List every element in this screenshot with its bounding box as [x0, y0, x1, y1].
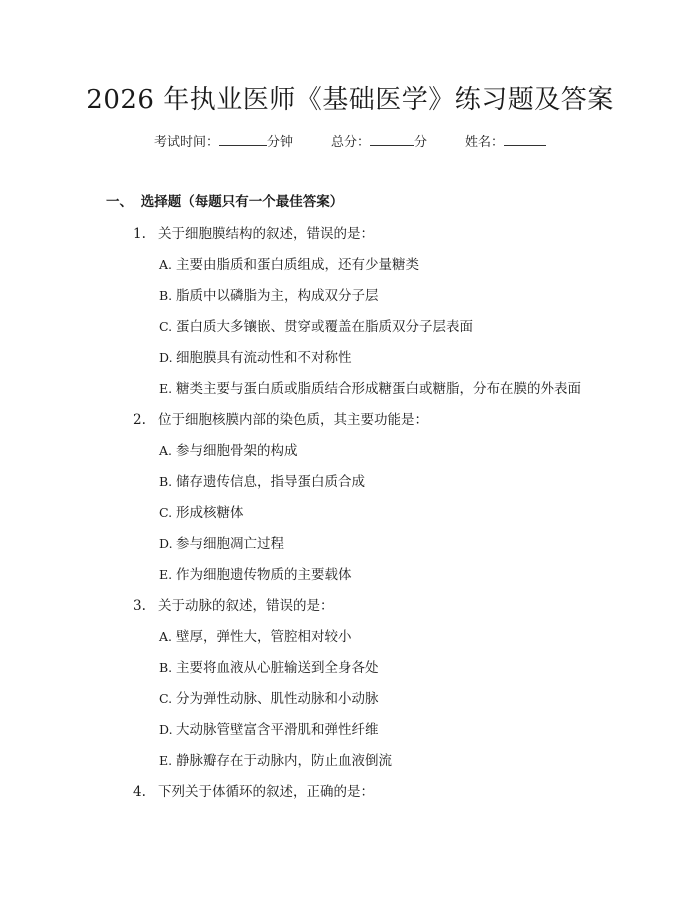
- score-unit: 分: [414, 135, 428, 150]
- option-text: 壁厚，弹性大，管腔相对较小: [176, 629, 352, 645]
- answer-option: [0, 750, 700, 780]
- option-text: 形成核糖体: [176, 505, 244, 521]
- page-title: 2026 年执业医师《基础医学》练习题及答案: [86, 85, 614, 115]
- question-item: [0, 595, 700, 625]
- option-letter: C.: [159, 691, 173, 706]
- question-text: 关于细胞膜结构的叙述，错误的是：: [158, 226, 374, 242]
- option-letter: E.: [159, 567, 173, 582]
- exam-time-field: [154, 131, 293, 153]
- option-text: 参与细胞凋亡过程: [176, 536, 284, 552]
- option-text: 参与细胞骨架的构成: [176, 443, 298, 459]
- option-text: 细胞膜具有流动性和不对称性: [176, 350, 352, 366]
- score-blank: [370, 131, 414, 146]
- option-letter: B.: [159, 288, 173, 303]
- question-item: [0, 409, 700, 439]
- option-letter: D.: [159, 722, 173, 737]
- section-number: 一、: [106, 194, 133, 210]
- section-heading: [106, 191, 343, 213]
- name-label: 姓名：: [465, 135, 505, 150]
- name-blank: [504, 131, 546, 146]
- option-text: 大动脉管壁富含平滑肌和弹性纤维: [176, 722, 379, 738]
- question-text: 下列关于体循环的叙述，正确的是：: [158, 784, 374, 800]
- answer-option: [0, 378, 700, 408]
- option-text: 静脉瓣存在于动脉内，防止血液倒流: [176, 753, 392, 769]
- time-label: 考试时间：: [153, 135, 219, 150]
- option-letter: D.: [159, 350, 173, 365]
- total-score-field: [331, 131, 427, 153]
- question-number: 3.: [133, 598, 146, 614]
- question-text: 位于细胞核膜内部的染色质，其主要功能是：: [158, 412, 428, 428]
- option-text: 储存遗传信息，指导蛋白质合成: [176, 474, 365, 490]
- answer-option: [0, 657, 700, 687]
- answer-option: [0, 533, 700, 563]
- exam-meta: [0, 131, 700, 153]
- answer-option: [0, 254, 700, 284]
- answer-option: [0, 564, 700, 594]
- option-letter: C.: [159, 505, 173, 520]
- option-text: 主要将血液从心脏输送到全身各处: [176, 660, 379, 676]
- option-letter: C.: [159, 319, 173, 334]
- question-number: 4.: [133, 784, 146, 800]
- option-letter: E.: [159, 381, 173, 396]
- question-item: [0, 223, 700, 253]
- option-letter: A.: [159, 629, 173, 644]
- question-item: [0, 781, 700, 811]
- answer-option: [0, 471, 700, 501]
- option-text: 蛋白质大多镶嵌、贯穿或覆盖在脂质双分子层表面: [176, 319, 473, 335]
- answer-option: [0, 626, 700, 656]
- option-text: 主要由脂质和蛋白质组成，还有少量糖类: [176, 257, 419, 273]
- option-letter: E.: [159, 753, 173, 768]
- option-letter: B.: [159, 660, 173, 675]
- answer-option: [0, 440, 700, 470]
- section-title: 选择题（每题只有一个最佳答案）: [140, 194, 344, 210]
- time-unit: 分钟: [266, 135, 293, 150]
- answer-option: [0, 285, 700, 315]
- answer-option: [0, 719, 700, 749]
- answer-option: [0, 502, 700, 532]
- question-list: [0, 222, 700, 811]
- option-letter: B.: [159, 474, 173, 489]
- score-label: 总分：: [330, 135, 370, 150]
- question-text: 关于动脉的叙述，错误的是：: [158, 598, 334, 614]
- option-text: 作为细胞遗传物质的主要载体: [176, 567, 352, 583]
- option-letter: A.: [159, 443, 173, 458]
- name-field: [465, 131, 546, 153]
- option-letter: A.: [159, 257, 173, 272]
- answer-option: [0, 316, 700, 346]
- option-text: 脂质中以磷脂为主，构成双分子层: [176, 288, 379, 304]
- option-text: 分为弹性动脉、肌性动脉和小动脉: [176, 691, 379, 707]
- answer-option: [0, 347, 700, 377]
- question-number: 1.: [133, 226, 146, 242]
- question-number: 2.: [133, 412, 146, 428]
- time-blank: [219, 131, 267, 146]
- option-text: 糖类主要与蛋白质或脂质结合形成糖蛋白或糖脂，分布在膜的外表面: [176, 381, 581, 397]
- option-letter: D.: [159, 536, 173, 551]
- answer-option: [0, 688, 700, 718]
